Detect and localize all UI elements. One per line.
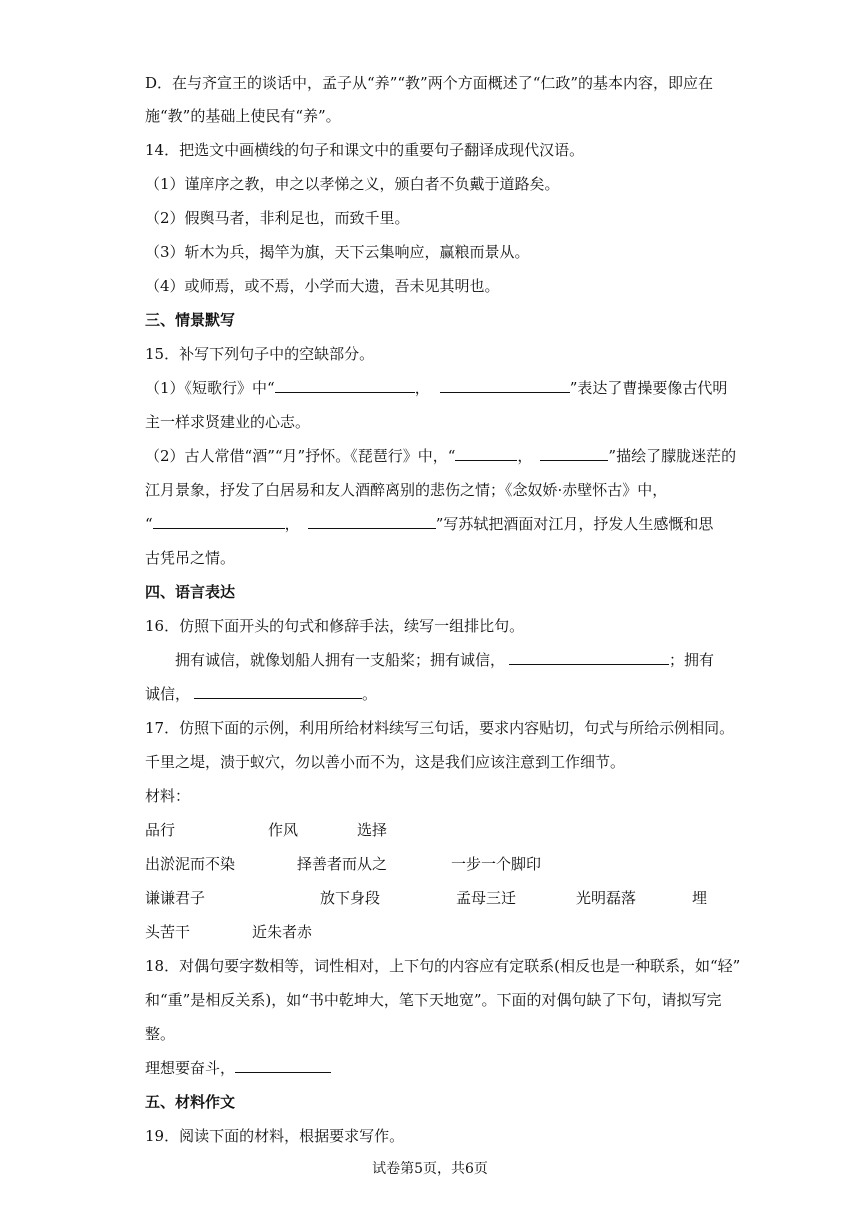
- q16-text-b: ；拥有: [669, 651, 715, 669]
- material-word: 埋: [692, 889, 708, 907]
- material-word: 作风: [268, 821, 299, 839]
- question-18-line1: 18．对偶句要字数相等，词性相对，上下句的内容应有定联系(相反也是一种联系，如“轻”: [145, 957, 741, 975]
- q15-2-text-c: ”描绘了朦胧迷茫的: [608, 447, 737, 465]
- material-word: 择善者而从之: [297, 855, 388, 873]
- answer-blank[interactable]: [455, 446, 517, 461]
- answer-blank[interactable]: [275, 378, 415, 393]
- section-3-heading: 三、情景默写: [145, 311, 236, 329]
- answer-blank[interactable]: [235, 1058, 331, 1073]
- material-word: 放下身段: [320, 889, 381, 907]
- question-19: 19．阅读下面的材料，根据要求写作。: [145, 1127, 405, 1145]
- material-word: 出淤泥而不染: [145, 855, 236, 873]
- question-18-line2: 和“重”是相反关系)，如“书中乾坤大，笔下天地宽”。下面的对偶句缺了下句，请拟写完: [145, 991, 722, 1009]
- q15-1-text-a: （1）《短歌行》中“: [145, 379, 275, 397]
- answer-blank[interactable]: [509, 650, 669, 665]
- question-17: 17．仿照下面的示例，利用所给材料续写三句话，要求内容贴切，句式与所给示例相同。: [145, 719, 735, 737]
- question-15: 15．补写下列句子中的空缺部分。: [145, 345, 375, 363]
- material-word: 品行: [145, 821, 176, 839]
- q16-prompt-cont: [145, 684, 377, 704]
- q15-item-2: [145, 446, 736, 466]
- q17-materials-label: 材料：: [145, 787, 191, 805]
- material-word: 谦谦君子: [145, 889, 206, 907]
- q15-item-2-end: 古凭吊之情。: [145, 549, 236, 567]
- question-14: 14．把选文中画横线的句子和课文中的重要句子翻译成现代汉语。: [145, 141, 585, 159]
- q16-text-a: 拥有诚信，就像划船人拥有一支船桨；拥有诚信，: [175, 651, 506, 669]
- q15-item-2-cont: 江月景象，抒发了白居易和友人酒醉离别的悲伤之情；《念奴娇·赤壁怀古》中，: [145, 481, 668, 499]
- section-5-heading: 五、材料作文: [145, 1093, 236, 1111]
- q18-prompt: [145, 1058, 331, 1078]
- question-18-line3: 整。: [145, 1025, 176, 1043]
- q15-2-text-a: （2）古人常借“酒”“月”抒怀。《琵琶行》中，“: [145, 447, 456, 465]
- answer-blank[interactable]: [308, 514, 436, 529]
- q14-item-2: （2）假舆马者，非利足也，而致千里。: [145, 209, 410, 227]
- section-4-heading: 四、语言表达: [145, 583, 236, 601]
- q16-prompt: [175, 650, 714, 670]
- q16-text-d: 。: [362, 685, 378, 703]
- q15-item-1: [145, 378, 727, 398]
- option-d-line2: 施“教”的基础上使民有“养”。: [145, 107, 341, 125]
- q14-item-1: （1）谨庠序之教，申之以孝悌之义，颁白者不负戴于道路矣。: [145, 175, 560, 193]
- option-d-line1: D．在与齐宣王的谈话中，孟子从“养”“教”两个方面概述了“仁政”的基本内容，即应在: [145, 74, 714, 92]
- q15-1-comma: ，: [414, 379, 430, 397]
- q14-item-3: （3）斩木为兵，揭竿为旗，天下云集响应，赢粮而景从。: [145, 243, 530, 261]
- q15-2-quote: “: [145, 515, 153, 533]
- material-word: 选择: [357, 821, 388, 839]
- q17-example: 千里之堤，溃于蚁穴，勿以善小而不为，这是我们应该注意到工作细节。: [145, 753, 626, 771]
- answer-blank[interactable]: [440, 378, 570, 393]
- q15-2-comma: ，: [517, 447, 533, 465]
- q15-1-text-c: ”表达了曹操要像古代明: [569, 379, 728, 397]
- q16-text-c: 诚信，: [145, 685, 191, 703]
- q15-2-comma2: ，: [284, 515, 300, 533]
- material-word: 近朱者赤: [252, 923, 313, 941]
- material-word: 一步一个脚印: [451, 855, 542, 873]
- question-16: 16．仿照下面开头的句式和修辞手法，续写一组排比句。: [145, 617, 525, 635]
- answer-blank[interactable]: [153, 514, 285, 529]
- q18-text: 理想要奋斗，: [145, 1059, 236, 1077]
- answer-blank[interactable]: [540, 446, 608, 461]
- page-footer: 试卷第5页，共6页: [372, 1161, 488, 1177]
- q15-2-text-g: ”写苏轼把酒面对江月，抒发人生感慨和思: [435, 515, 714, 533]
- material-word: 孟母三迁: [456, 889, 517, 907]
- q15-item-1-cont: 主一样求贤建业的心志。: [145, 413, 311, 431]
- q15-item-2-cont2: [145, 514, 713, 534]
- q14-item-4: （4）或师焉，或不焉，小学而大遗，吾未见其明也。: [145, 277, 500, 295]
- material-word: 光明磊落: [576, 889, 637, 907]
- material-word: 头苦干: [145, 923, 191, 941]
- answer-blank[interactable]: [194, 684, 362, 699]
